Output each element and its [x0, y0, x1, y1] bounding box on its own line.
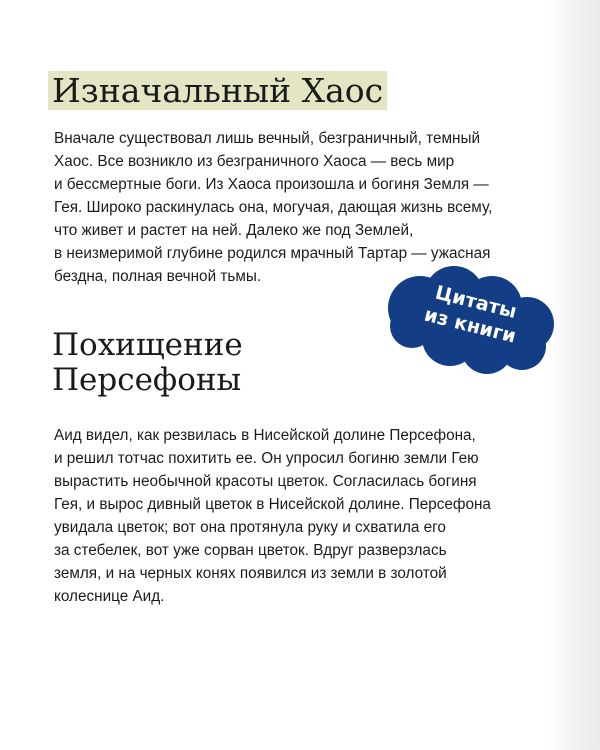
- title-highlight: Изначальный Хаос: [48, 71, 387, 110]
- paragraph-chaos: Вначале существовал лишь вечный, безграничный, темный Хаос. Все возникло из безграничного Хаоса — весь мир и бессмертные боги. Из Хаоса произошла и богиня Земля — Гея. Широко раскинулась она, могучая, дающая жизнь всему, что живет и растет на ней. Далеко же под Землей, в неизмеримой глубине родился мрачный Тартар — ужасная бездна, полная вечной тьмы.: [54, 130, 493, 285]
- paragraph-persephone: Аид видел, как резвилась в Нисейской долине Персефона, и решил тотчас похитить ее. Он упросил богиню земли Гею вырастить необычной красоты цветок. Согласилась богиня Гея, и вырос дивный цветок в Нисейской долине. Персефона увидала цветок; вот она протянула руку и схватила его за стебелек, вот уже сорван цветок. Вдруг разверзлась земля, и на черных конях появился из земли в золотой колеснице Аид.: [54, 427, 491, 605]
- section-title-persephone: Похищение Персефоны: [52, 327, 243, 398]
- quotes-badge: [382, 266, 558, 376]
- badge-label: Цитаты из книги: [422, 281, 519, 348]
- section-title-chaos: [52, 70, 387, 112]
